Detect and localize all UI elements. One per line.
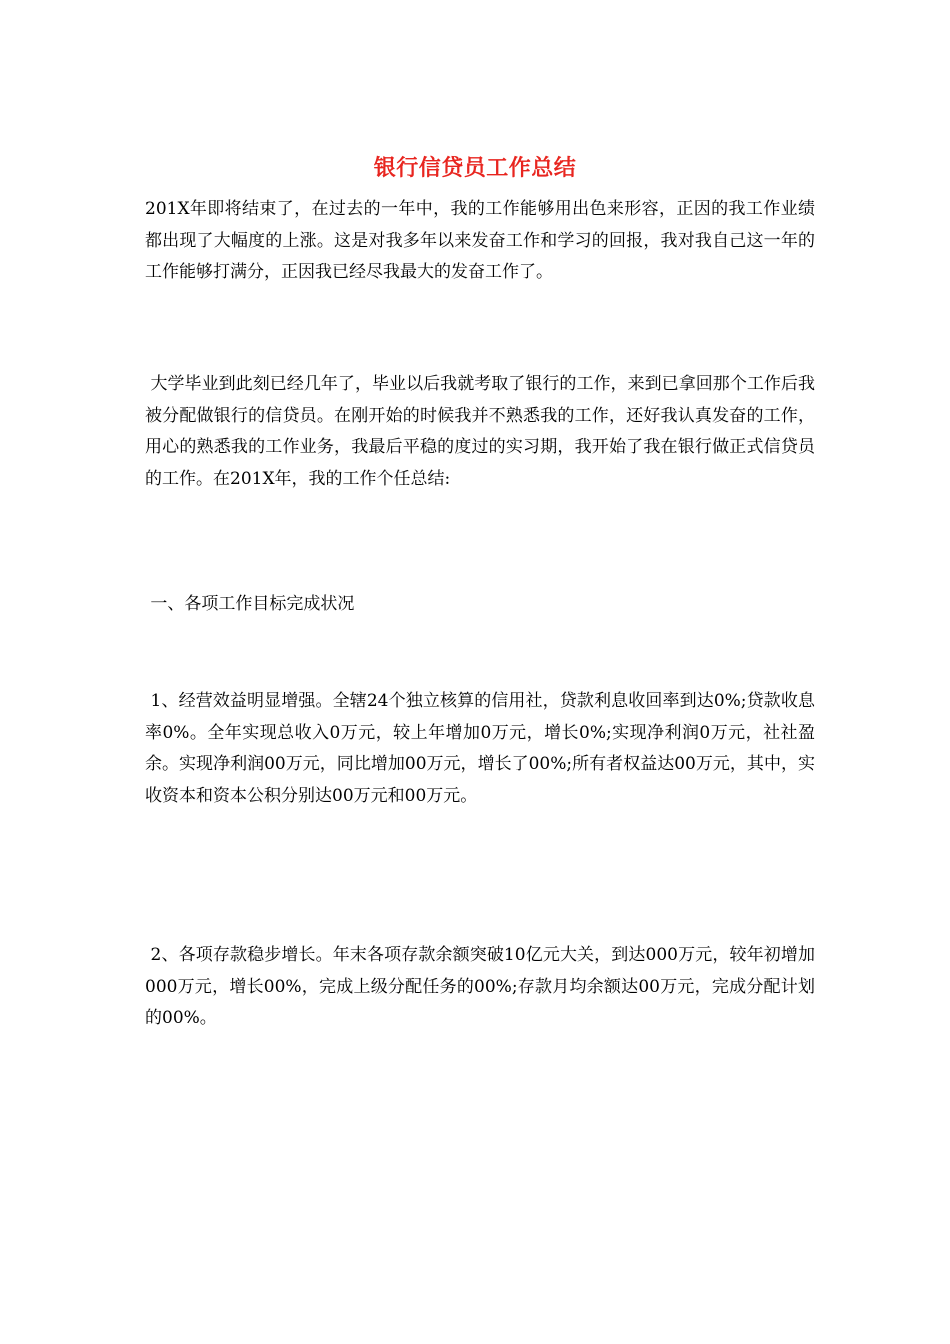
- paragraph-item-1: 1、经营效益明显增强。全辖24个独立核算的信用社，贷款利息收回率到达0%;贷款收息率0%。全年实现总收入0万元，较上年增加0万元，增长0%;实现净利润0万元，社社盈余。实现净利润00万元，同比增加00万元，增长了00%;所有者权益达00万元，其中，实收资本和资本公积分别达00万元和00万元。: [145, 691, 815, 806]
- paragraph-intro: 201X年即将结束了，在过去的一年中，我的工作能够用出色来形容，正因的我工作业绩都出现了大幅度的上涨。这是对我多年以来发奋工作和学习的回报，我对我自己这一年的工作能够打满分，正因我已经尽我最大的发奋工作了。: [145, 199, 815, 282]
- paragraph-item-2: 2、各项存款稳步增长。年末各项存款余额突破10亿元大关，到达000万元，较年初增加000万元，增长00%，完成上级分配任务的00%;存款月均余额达00万元，完成分配计划的00%。: [145, 945, 815, 1028]
- section-heading-goals: 一、各项工作目标完成状况: [145, 594, 355, 614]
- paragraph-background: 大学毕业到此刻已经几年了，毕业以后我就考取了银行的工作，来到已拿回那个工作后我被分配做银行的信贷员。在刚开始的时候我并不熟悉我的工作，还好我认真发奋的工作，用心的熟悉我的工作业务，我最后平稳的度过的实习期，我开始了我在银行做正式信贷员的工作。在201X年，我的工作个任总结:: [145, 374, 816, 489]
- document-title: 银行信贷员工作总结: [373, 155, 577, 181]
